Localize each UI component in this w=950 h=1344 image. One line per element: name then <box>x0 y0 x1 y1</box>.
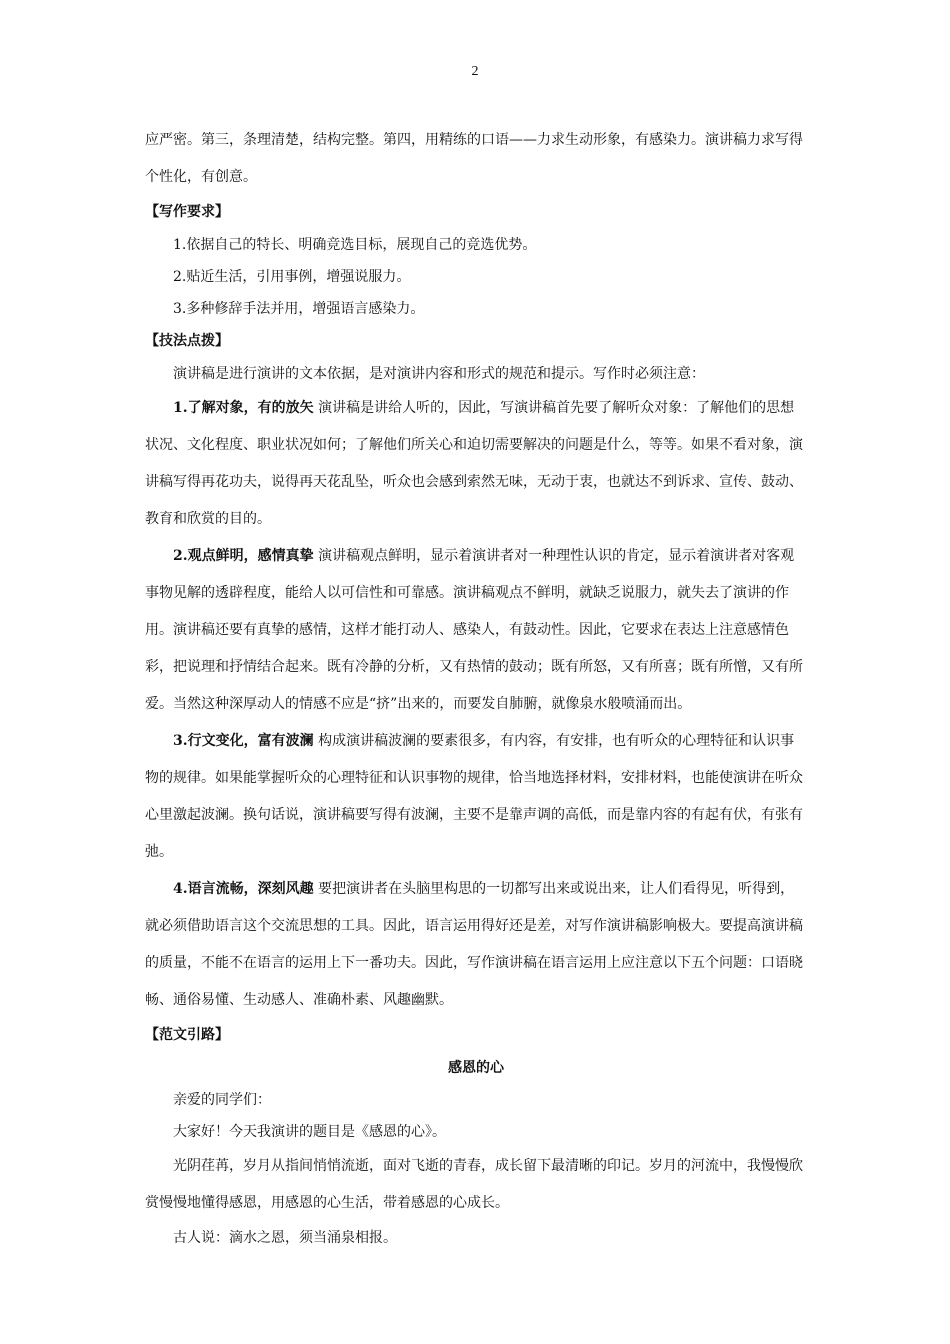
technique-point-title: 3.行文变化，富有波澜 <box>173 733 314 749</box>
page-number: 2 <box>471 64 479 79</box>
model-paragraph: 大家好！今天我演讲的题目是《感恩的心》。 <box>173 1124 446 1140</box>
document-body <box>145 122 807 1254</box>
model-paragraph: 亲爱的同学们： <box>173 1092 271 1108</box>
technique-point-body: 构成演讲稿波澜的要素很多，有内容，有安排，也有听众的心理特征和认识事物的规律。如果能掌握听众的心理特征和认识事物的规律，恰当地选择材料，安排材料，也能使演讲在听众心里激起波澜。换句话说，演讲稿要写得有波澜，主要不是靠声调的高低，而是靠内容的有起有伏，有张有弛。 <box>145 733 803 860</box>
model-paragraph: 光阴荏苒，岁月从指间悄悄流逝，面对飞逝的青春，成长留下最清晰的印记。岁月的河流中，我慢慢欣赏慢慢地懂得感恩，用感恩的心生活，带着感恩的心成长。 <box>145 1158 803 1211</box>
technique-point-1 <box>145 390 807 538</box>
technique-point-3 <box>145 723 807 871</box>
techniques-lead: 演讲稿是进行演讲的文本依据，是对演讲内容和形式的规范和提示。写作时必须注意： <box>173 366 705 382</box>
requirement-item: 2.贴近生活，引用事例，增强说服力。 <box>173 269 411 285</box>
intro-paragraph: 应严密。第三，条理清楚，结构完整。第四，用精练的口语——力求生动形象，有感染力。演讲稿力求写得个性化，有创意。 <box>145 132 803 185</box>
model-essay-title: 感恩的心 <box>448 1060 504 1076</box>
technique-point-title: 1.了解对象，有的放矢 <box>173 400 314 416</box>
section-heading-requirements: 【写作要求】 <box>145 204 229 220</box>
technique-point-body: 演讲稿是讲给人听的，因此，写演讲稿首先要了解听众对象：了解他们的思想状况、文化程度、职业状况如何；了解他们所关心和迫切需要解决的问题是什么，等等。如果不看对象，演讲稿写得再花功夫，说得再天花乱坠，听众也会感到索然无味，无动于衷，也就达不到诉求、宣传、鼓动、教育和欣赏的目的。 <box>145 400 803 527</box>
technique-point-2 <box>145 538 807 723</box>
technique-point-body: 演讲稿观点鲜明，显示着演讲者对一种理性认识的肯定，显示着演讲者对客观事物见解的透辟程度，能给人以可信性和可靠感。演讲稿观点不鲜明，就缺乏说服力，就失去了演讲的作用。演讲稿还要有真挚的感情，这样才能打动人、感染人，有鼓动性。因此，它要求在表达上注意感情色彩，把说理和抒情结合起来。既有冷静的分析，又有热情的鼓动；既有所怒，又有所喜；既有所憎，又有所爱。当然这种深厚动人的情感不应是“挤”出来的，而要发自肺腑，就像泉水般喷涌而出。 <box>145 548 803 712</box>
technique-point-body: 要把演讲者在头脑里构思的一切都写出来或说出来，让人们看得见，听得到，就必须借助语言这个交流思想的工具。因此，语言运用得好还是差，对写作演讲稿影响极大。要提高演讲稿的质量，不能不在语言的运用上下一番功夫。因此，写作演讲稿在语言运用上应注意以下五个问题：口语晓畅、通俗易懂、生动感人、准确朴素、风趣幽默。 <box>145 881 803 1008</box>
model-paragraph: 古人说：滴水之恩，须当涌泉相报。 <box>173 1230 397 1246</box>
technique-point-title: 2.观点鲜明，感情真挚 <box>173 548 314 564</box>
section-heading-techniques: 【技法点拨】 <box>145 333 229 349</box>
technique-point-4 <box>145 871 807 1019</box>
section-heading-model: 【范文引路】 <box>145 1027 229 1043</box>
technique-point-title: 4.语言流畅，深刻风趣 <box>173 881 314 897</box>
requirement-item: 3.多种修辞手法并用，增强语言感染力。 <box>173 301 425 317</box>
requirement-item: 1.依据自己的特长、明确竞选目标，展现自己的竞选优势。 <box>173 237 537 253</box>
